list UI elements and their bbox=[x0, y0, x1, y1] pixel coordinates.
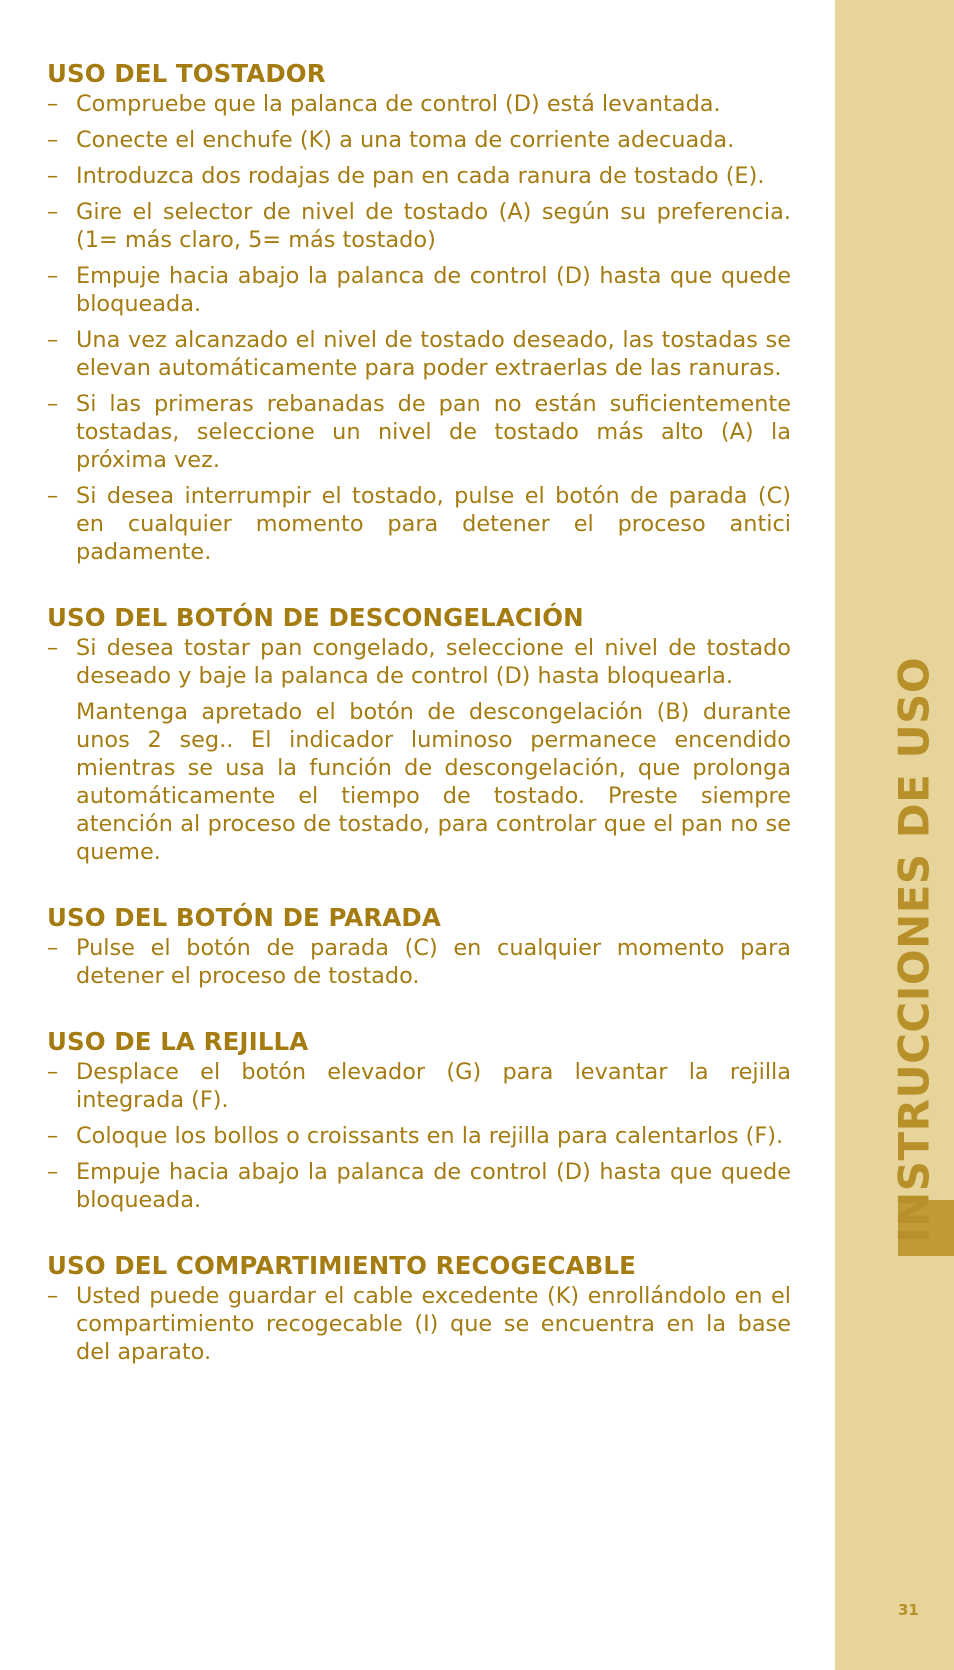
bullet-dash: – bbox=[47, 1159, 59, 1185]
section-heading: USO DEL BOTÓN DE DESCONGELACIÓN bbox=[47, 603, 584, 632]
list-item: – Pulse el botón de parada (C) en cualquier momento para detener el proceso de tostado. bbox=[47, 935, 791, 989]
list-item: – Conecte el enchufe (K) a una toma de corriente adecuada. bbox=[47, 127, 735, 153]
list-item: – Empuje hacia abajo la palanca de control (D) hasta que quede bloqueada. bbox=[47, 263, 791, 317]
list-item: – Si las primeras rebanadas de pan no están suficientemente tostadas, seleccione un nivel de tostado más alto (A) la próxima vez. bbox=[47, 391, 791, 473]
list-item: – Si desea interrumpir el tostado, pulse el botón de parada (C) en cualquier momento para detener el proceso antici padamente. bbox=[47, 483, 791, 565]
list-item: – Desplace el botón elevador (G) para levantar la rejilla integrada (F). bbox=[47, 1059, 791, 1113]
section-rejilla bbox=[47, 1026, 791, 1214]
bullet-dash: – bbox=[47, 199, 59, 225]
section-compartimiento-recogecable bbox=[47, 1250, 791, 1366]
bullet-dash: – bbox=[47, 391, 59, 417]
list-item: – Usted puede guardar el cable excedente (K) enrollándolo en el compartimiento recogecable (I) que se encuentra en la base del aparato. bbox=[47, 1283, 791, 1365]
list-item: – Coloque los bollos o croissants en la rejilla para calentarlos (F). bbox=[47, 1123, 784, 1149]
list-item: – Introduzca dos rodajas de pan en cada ranura de tostado (E). bbox=[47, 163, 765, 189]
section-boton-descongelacion bbox=[47, 602, 791, 866]
section-heading: USO DE LA REJILLA bbox=[47, 1027, 309, 1056]
bullet-dash: – bbox=[47, 483, 59, 509]
list-item: – Gire el selector de nivel de tostado (A) según su preferencia. (1= más claro, 5= más tostado) bbox=[47, 199, 791, 253]
bullet-dash: – bbox=[47, 327, 59, 353]
section-heading: USO DEL TOSTADOR bbox=[47, 59, 326, 88]
bullet-dash: – bbox=[47, 163, 59, 189]
body-paragraph: Mantenga apretado el botón de descongelación (B) durante unos 2 seg.. El indicador luminoso permanece encendido mientras se usa la función de descongelación, que prolonga automáticamente el tiempo de tostado. Preste siempre atención al proceso de tostado, para controlar que el pan no se queme. bbox=[76, 699, 791, 865]
section-heading: USO DEL COMPARTIMIENTO RECOGECABLE bbox=[47, 1251, 636, 1280]
bullet-dash: – bbox=[47, 91, 59, 117]
bullet-dash: – bbox=[47, 635, 59, 661]
bullet-dash: – bbox=[47, 127, 59, 153]
section-boton-parada bbox=[47, 902, 791, 990]
bullet-dash: – bbox=[47, 1059, 59, 1085]
page-number: 31 bbox=[898, 1601, 919, 1619]
section-uso-del-tostador bbox=[47, 58, 791, 566]
bullet-dash: – bbox=[47, 1283, 59, 1309]
bullet-dash: – bbox=[47, 263, 59, 289]
section-heading: USO DEL BOTÓN DE PARADA bbox=[47, 903, 441, 932]
list-item: – Si desea tostar pan congelado, seleccione el nivel de tostado deseado y baje la palanca de control (D) hasta bloquearla. bbox=[47, 635, 791, 689]
bullet-dash: – bbox=[47, 1123, 59, 1149]
list-item: – Empuje hacia abajo la palanca de control (D) hasta que quede bloqueada. bbox=[47, 1159, 791, 1213]
list-item: – Compruebe que la palanca de control (D) está levantada. bbox=[47, 91, 721, 117]
list-item: – Una vez alcanzado el nivel de tostado deseado, las tostadas se elevan automáticamente para poder extraerlas de las ranuras. bbox=[47, 327, 791, 381]
bullet-dash: – bbox=[47, 935, 59, 961]
sidebar-title: INSTRUCCIONES DE USO bbox=[889, 656, 939, 1244]
main-content bbox=[47, 58, 791, 1402]
